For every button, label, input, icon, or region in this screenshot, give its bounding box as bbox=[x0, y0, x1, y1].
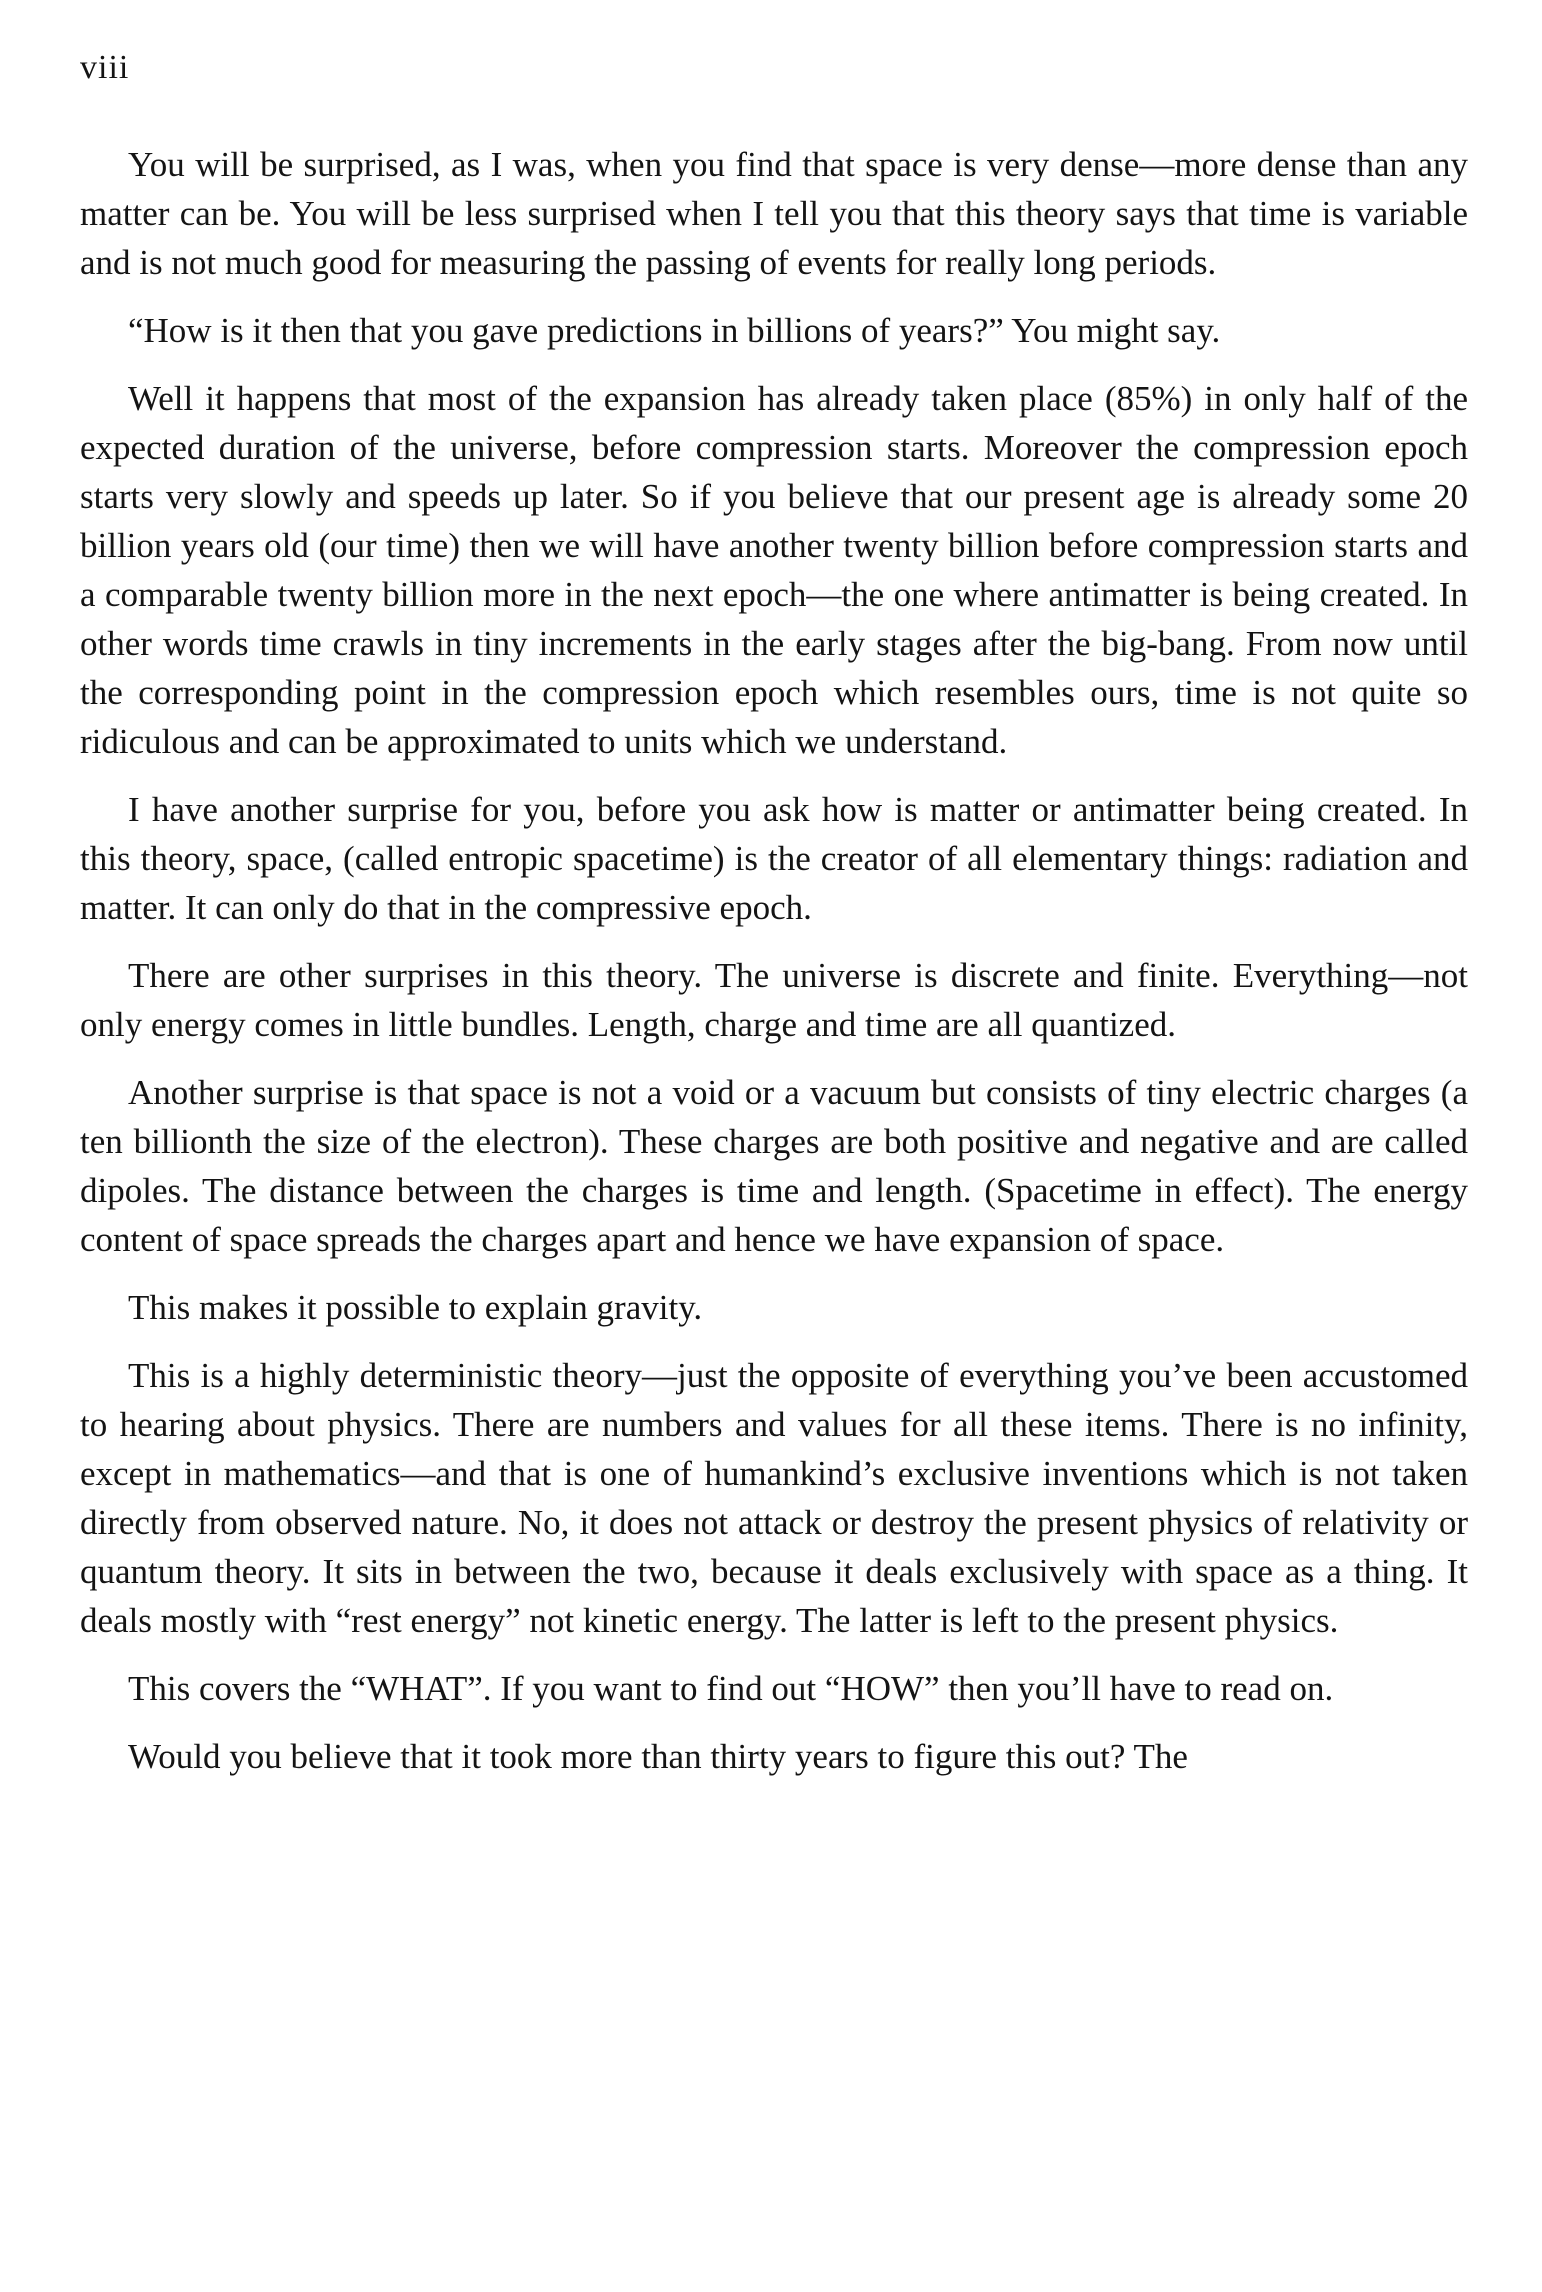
paragraph: This is a highly deterministic theory—just the opposite of everything you’ve been accustomed to hearing about physics. There are numbers and values for all these items. There is no infinity, except in mathematics—and that is one of humankind’s exclusive inventions which is not taken directly from observed nature. No, it does not attack or destroy the present physics of relativity or quantum theory. It sits in between the two, because it deals exclusively with space as a thing. It deals mostly with “rest energy” not kinetic energy. The latter is left to the present physics. bbox=[80, 1356, 1468, 1640]
paragraph: “How is it then that you gave predictions in billions of years?” You might say. bbox=[128, 311, 1221, 350]
body-text bbox=[80, 140, 1468, 1800]
paragraph: Another surprise is that space is not a void or a vacuum but consists of tiny electric charges (a ten billionth the size of the electron). These charges are both positive and negative and are called dipoles. The distance between the charges is time and length. (Spacetime in effect). The energy content of space spreads the charges apart and hence we have expansion of space. bbox=[80, 1073, 1468, 1259]
paragraph: Would you believe that it took more than thirty years to figure this out? The bbox=[128, 1737, 1188, 1776]
paragraph: You will be surprised, as I was, when you find that space is very dense—more dense than any matter can be. You will be less surprised when I tell you that this theory says that time is variable and is not much good for measuring the passing of events for really long periods. bbox=[80, 145, 1468, 282]
paragraph: I have another surprise for you, before you ask how is matter or antimatter being created. In this theory, space, (called entropic spacetime) is the creator of all elementary things: radiation and matter. It can only do that in the compressive epoch. bbox=[80, 790, 1468, 927]
paragraph: This covers the “WHAT”. If you want to find out “HOW” then you’ll have to read on. bbox=[128, 1669, 1334, 1708]
page-number: viii bbox=[80, 49, 130, 86]
paragraph: This makes it possible to explain gravity. bbox=[128, 1288, 703, 1327]
paragraph: There are other surprises in this theory. The universe is discrete and finite. Everything—not only energy comes in little bundles. Length, charge and time are all quantized. bbox=[80, 956, 1468, 1044]
paragraph: Well it happens that most of the expansion has already taken place (85%) in only half of the expected duration of the universe, before compression starts. Moreover the compression epoch starts very slowly and speeds up later. So if you believe that our present age is already some 20 billion years old (our time) then we will have another twenty billion before compression starts and a comparable twenty billion more in the next epoch—the one where antimatter is being created. In other words time crawls in tiny increments in the early stages after the big-bang. From now until the corresponding point in the compression epoch which resembles ours, time is not quite so ridiculous and can be approximated to units which we understand. bbox=[80, 379, 1468, 761]
